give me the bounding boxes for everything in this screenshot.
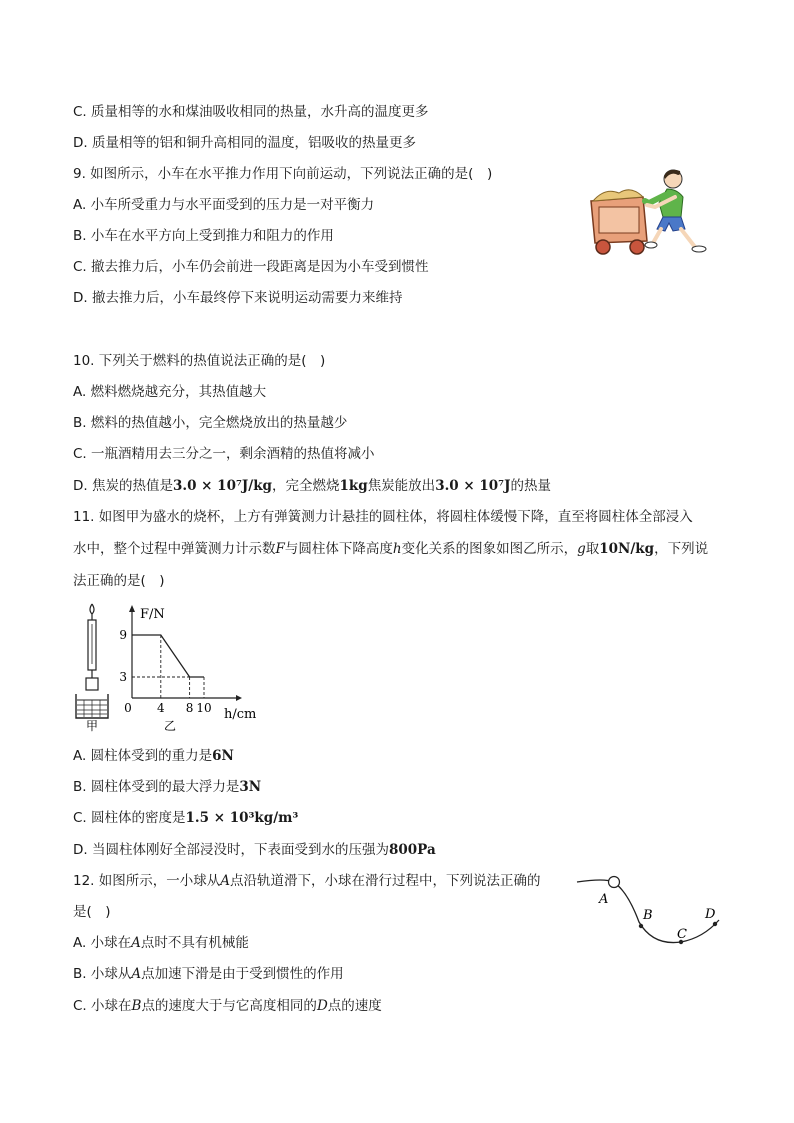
q10-option-d-math-1: 3.0 × 10⁷J/kg [172,478,272,494]
q10-option-d [73,477,551,495]
q12-text-a: 12. 如图所示，一小球从 [73,873,221,889]
q12-stem-line-1 [73,872,541,890]
x-tick-label-10: 10 [196,701,212,715]
q11-option-d [73,841,436,859]
q11-option-b [73,778,261,796]
q11-option-a-text: A. 圆柱体受到的重力是 [73,748,213,764]
figure-yi-label: 乙 [163,719,177,732]
q9-option-c: C. 撤去推力后，小车仍会前进一段距离是因为小车受到惯性 [73,259,429,275]
point-d-dot [713,922,717,926]
q11-option-b-value: 3N [239,779,262,795]
x-tick-label-8: 8 [185,701,194,715]
q9-option-b: B. 小车在水平方向上受到推力和阻力的作用 [73,228,334,244]
q12-option-c-text-3: 点的速度 [327,998,382,1014]
q12-option-a-text-1: A. 小球在 [73,935,132,951]
boy-pushing-cart-illustration [585,163,725,259]
q10-option-d-text-3: 焦炭能放出 [367,478,436,494]
q12-text-b: 点沿轨道滑下，小球在滑行过程中，下列说法正确的 [230,873,541,889]
force-height-graph [118,602,258,732]
q10-option-d-text-2: ，完全燃烧 [272,478,340,494]
q12-option-c-text-2: 点的速度大于与它高度相同的 [141,998,317,1014]
q11-var-h: h [392,541,402,557]
point-c-label: C [677,927,687,942]
q10-option-b: B. 燃料的热值越小，完全燃烧放出的热量越少 [73,415,348,431]
q12-stem-line-2: 是( ) [73,904,111,920]
q12-option-b [73,965,344,983]
q12-option-c-point-b: B [131,998,142,1014]
q11-var-f: F [275,541,285,557]
q11-text-a: 水中，整个过程中弹簧测力计示数 [73,541,276,557]
q12-option-b-text-1: B. 小球从 [73,966,132,982]
q11-text-c: 变化关系的图象如图乙所示， [401,541,578,557]
x-tick-label-0: 0 [124,701,132,715]
y-tick-label-9: 9 [119,628,127,642]
q9-option-d: D. 撤去推力后，小车最终停下来说明运动需要力来维持 [73,290,403,306]
q10-option-a: A. 燃料燃烧越充分，其热值越大 [73,384,267,400]
q12-option-c-text-1: C. 小球在 [73,998,132,1014]
q11-text-d: 取 [585,541,600,557]
y-tick-label-3: 3 [119,670,127,684]
q10-option-d-math-3: 3.0 × 10⁷J [435,478,511,494]
q10-option-d-text-4: 的热量 [510,478,551,494]
q8-option-d: D. 质量相等的铝和铜升高相同的温度，铝吸收的热量更多 [73,135,416,151]
q10-option-d-text-1: D. 焦炭的热值是 [73,478,173,494]
q11-option-d-value: 800Pa [388,842,436,858]
point-b-label: B [643,908,653,923]
series-line-f-vs-h [132,635,204,677]
x-tick-label-4: 4 [156,701,165,715]
x-axis-arrow [236,695,242,701]
point-a-label: A [599,892,609,907]
q12-option-a-text-2: 点时不具有机械能 [140,935,249,951]
q12-point-a: A [220,873,231,889]
q11-stem-line-2 [73,540,708,558]
q11-option-a-value: 6N [212,748,234,764]
point-b-dot [639,924,643,928]
q11-stem-line-3: 法正确的是( ) [73,573,165,589]
q12-option-c [73,997,382,1015]
q11-option-d-text: D. 当圆柱体刚好全部浸没时，下表面受到水的压强为 [73,842,389,858]
q9-stem: 9. 如图所示，小车在水平推力作用下向前运动，下列说法正确的是( ) [73,166,493,182]
q12-option-b-text-2: 点加速下滑是由于受到惯性的作用 [141,966,344,982]
q12-option-b-point: A [131,966,142,982]
q12-option-c-point-d: D [316,998,328,1014]
q11-g-value: 10N/kg [599,541,655,557]
q11-option-c-text: C. 圆柱体的密度是 [73,810,186,826]
q12-option-a [73,934,249,952]
q10-option-c: C. 一瓶酒精用去三分之一，剩余酒精的热值将减小 [73,446,375,462]
q11-text-e: ，下列说 [654,541,709,557]
q11-text-b: 与圆柱体下降高度 [284,541,393,557]
q11-option-c-value: 1.5 × 10³kg/m³ [185,810,299,826]
y-axis-label: F/N [140,607,165,622]
figure-jia-label: 甲 [85,719,99,733]
point-d-label: D [705,907,716,922]
q11-stem-line-1: 11. 如图甲为盛水的烧杯，上方有弹簧测力计悬挂的圆柱体，将圆柱体缓慢下降，直至将圆柱体全部浸入 [73,509,693,525]
q11-option-b-text: B. 圆柱体受到的最大浮力是 [73,779,240,795]
q8-option-c: C. 质量相等的水和煤油吸收相同的热量，水升高的温度更多 [73,104,429,120]
x-axis-label: h/cm [224,707,257,722]
q11-option-c [73,809,298,827]
q11-var-g: g [577,541,586,557]
spring-scale-beaker-figure [72,602,114,734]
q11-option-a [73,747,234,765]
ball [609,877,620,888]
q10-option-d-math-2: 1kg [339,478,368,494]
y-axis-arrow [129,605,135,612]
track-ball-figure [575,872,725,954]
q12-option-a-point: A [131,935,141,951]
q10-stem: 10. 下列关于燃料的热值说法正确的是( ) [73,353,326,369]
q9-option-a: A. 小车所受重力与水平面受到的压力是一对平衡力 [73,197,375,213]
